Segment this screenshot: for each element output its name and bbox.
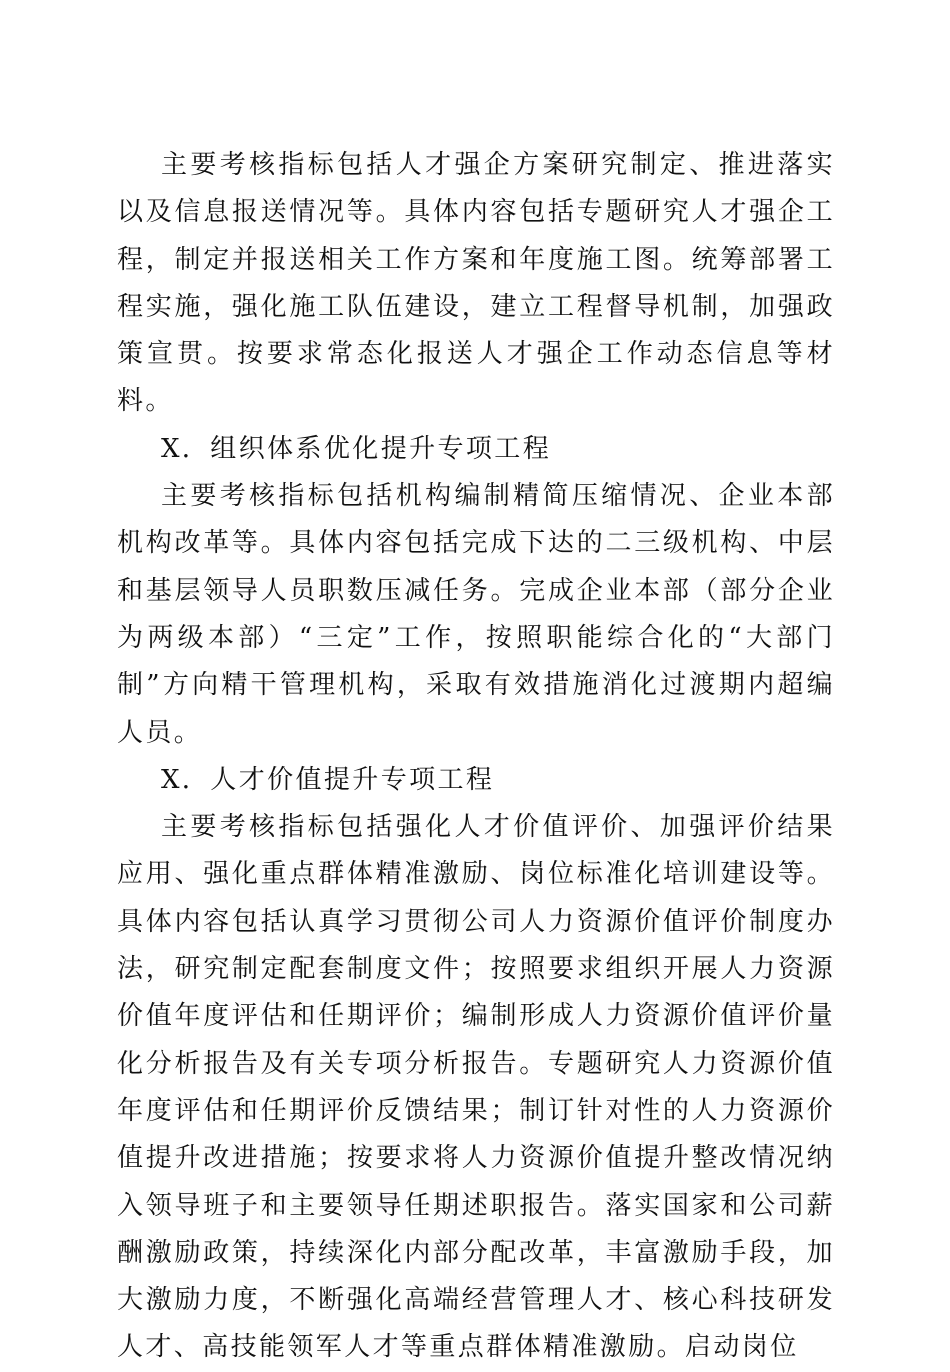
- section-heading-talent-value: X．人才价值提升专项工程: [161, 764, 495, 795]
- paragraph-organization-assessment: 主要考核指标包括机构编制精简压缩情况、企业本部机构改革等。具体内容包括完成下达的二三级机构、中层和基层领导人员职数压减任务。完成企业本部（部分企业为两级本部）“三定”工作，按照职能综合化的“大部门制”方向精干管理机构，采取有效措施消化过渡期内超编人员。: [117, 481, 835, 748]
- paragraph-talent-plan-assessment: 主要考核指标包括人才强企方案研究制定、推进落实以及信息报送情况等。具体内容包括专题研究人才强企工程，制定并报送相关工作方案和年度施工图。统筹部署工程实施，强化施工队伍建设，建立工程督导机制，加强政策宣贯。按要求常态化报送人才强企工作动态信息等材料。: [117, 150, 835, 417]
- document-body: [117, 142, 835, 1372]
- section-heading-organization-system: X．组织体系优化提升专项工程: [161, 433, 552, 464]
- paragraph-talent-value-assessment: 主要考核指标包括强化人才价值评价、加强评价结果应用、强化重点群体精准激励、岗位标准化培训建设等。具体内容包括认真学习贯彻公司人力资源价值评价制度办法，研究制定配套制度文件；按照要求组织开展人力资源价值年度评估和任期评价；编制形成人力资源价值评价量化分析报告及有关专项分析报告。专题研究人力资源价值年度评估和任期评价反馈结果；制订针对性的人力资源价值提升改进措施；按要求将人力资源价值提升整改情况纳入领导班子和主要领导任期述职报告。落实国家和公司薪酬激励政策，持续深化内部分配改革，丰富激励手段，加大激励力度，不断强化高端经营管理人才、核心科技研发人才、高技能领军人才等重点群体精准激励。启动岗位: [117, 812, 835, 1363]
